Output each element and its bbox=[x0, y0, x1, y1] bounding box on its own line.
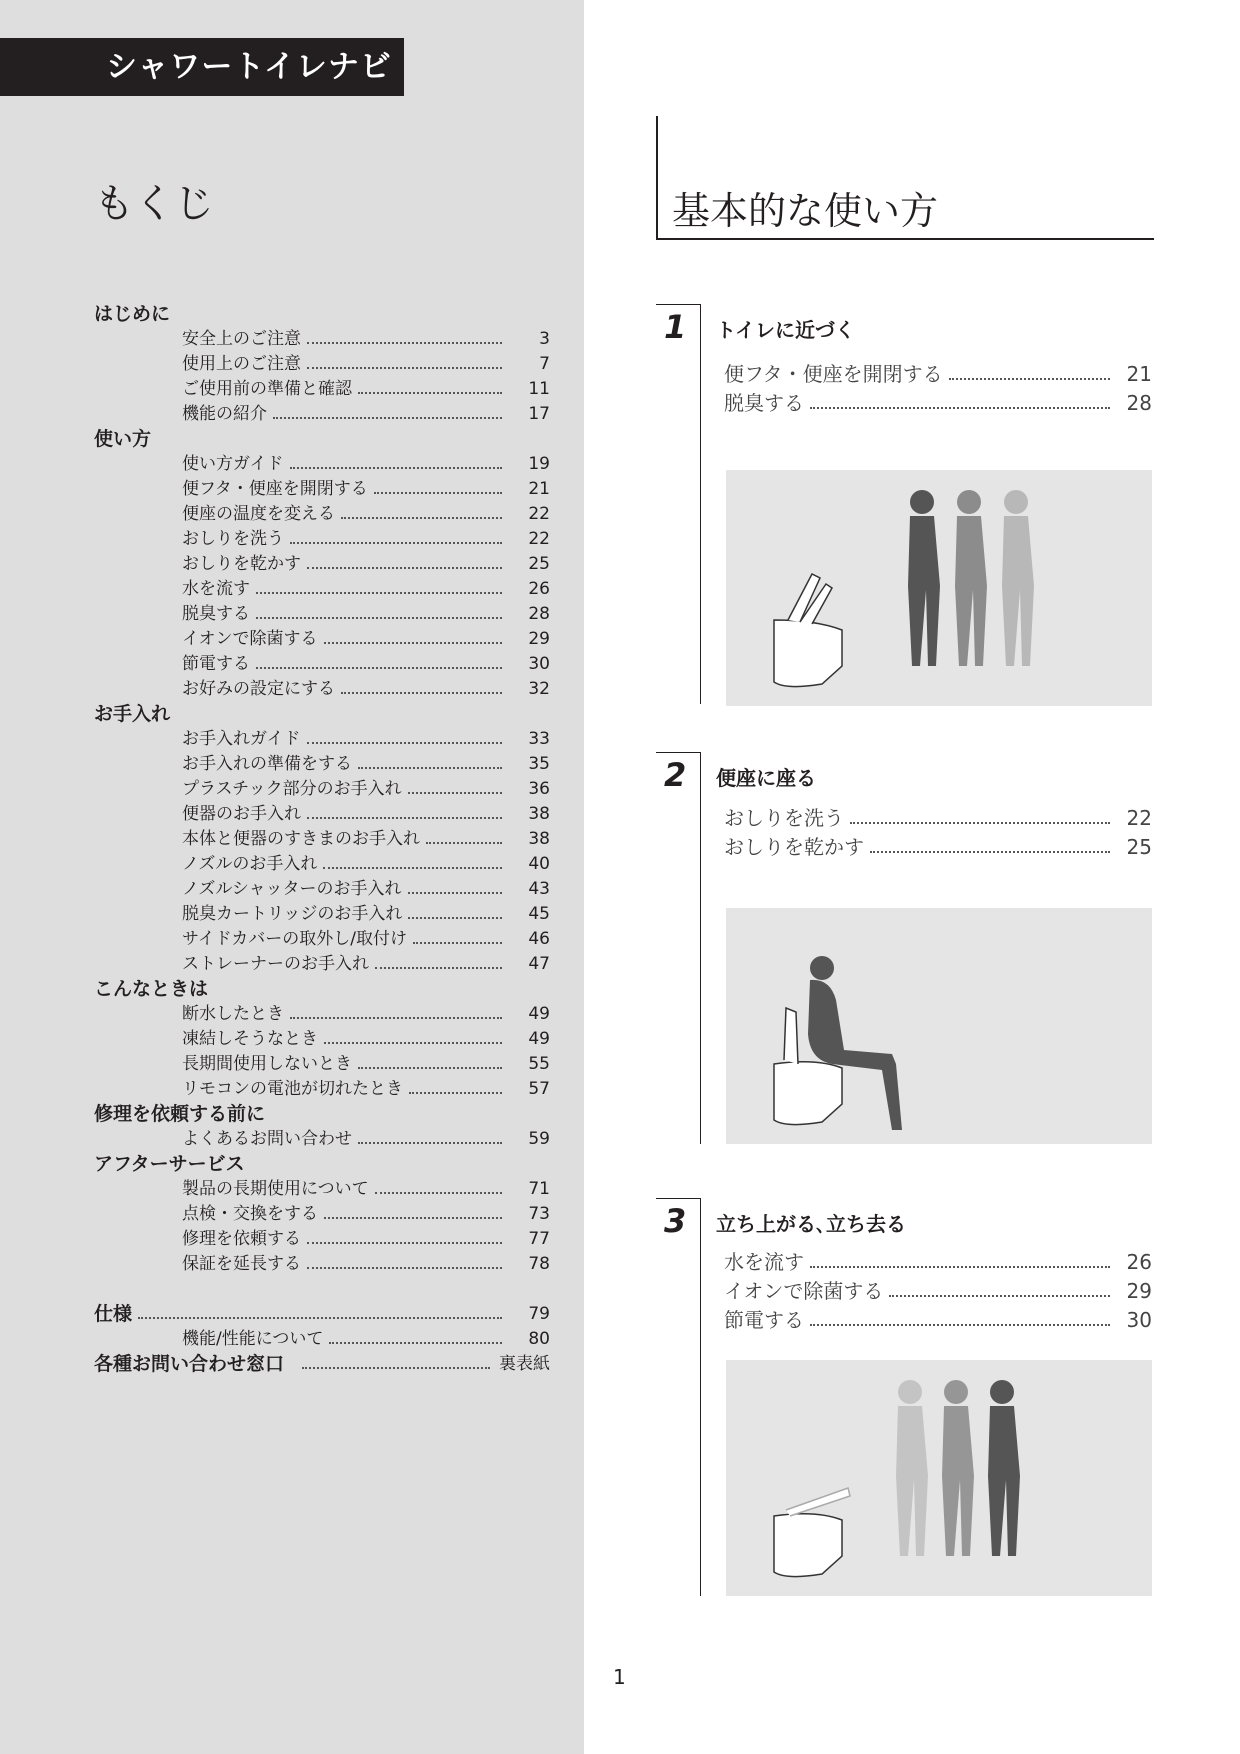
toc-entry-label: プラスチック部分のお手入れ bbox=[182, 779, 402, 799]
toc-entry-label: おしりを乾かす bbox=[182, 554, 301, 574]
leader-dots bbox=[374, 477, 502, 494]
toc-entry-page: 38 bbox=[528, 804, 550, 824]
toc-entry[interactable] bbox=[94, 677, 550, 702]
toc-entry-page: 32 bbox=[528, 679, 550, 699]
toc-entry-page: 26 bbox=[528, 579, 550, 599]
toc-entry-label: 機能の紹介 bbox=[182, 404, 267, 424]
toc-entry-label: 製品の長期使用について bbox=[182, 1179, 369, 1199]
step-2 bbox=[656, 752, 1152, 1144]
toc-entry[interactable] bbox=[94, 802, 550, 827]
leader-dots bbox=[307, 1252, 502, 1269]
toc-entry-label: 水を流す bbox=[182, 579, 250, 599]
leader-dots bbox=[375, 1177, 502, 1194]
step-link-label: 節電する bbox=[724, 1308, 804, 1332]
leader-dots bbox=[256, 577, 502, 594]
toc-entry-label: 便フタ・便座を開閉する bbox=[182, 479, 368, 499]
toc-entry-label: ノズルのお手入れ bbox=[182, 854, 318, 874]
leader-dots bbox=[256, 652, 502, 669]
toc-entry-label: 凍結しそうなとき bbox=[182, 1029, 318, 1049]
toc-entry-page: 36 bbox=[528, 779, 550, 799]
toc-entry[interactable] bbox=[94, 1077, 550, 1102]
toc-entry[interactable] bbox=[94, 1002, 550, 1027]
toc-spec-entry[interactable] bbox=[94, 1302, 550, 1327]
approach-illustration bbox=[726, 470, 1152, 706]
step-link-page: 26 bbox=[1126, 1250, 1152, 1274]
toc-entry[interactable] bbox=[94, 652, 550, 677]
toc-entry-page: 46 bbox=[528, 929, 550, 949]
toc-entry[interactable] bbox=[94, 552, 550, 577]
toc-entry-label: 長期間使用しないとき bbox=[182, 1054, 352, 1074]
toc-entry[interactable] bbox=[94, 1227, 550, 1252]
step-link-page: 22 bbox=[1126, 806, 1152, 830]
toc-entry-page: 28 bbox=[528, 604, 550, 624]
toc-entry-label: 点検・交換をする bbox=[182, 1204, 318, 1224]
toc-entry[interactable] bbox=[94, 902, 550, 927]
toc-entry-page: 45 bbox=[528, 904, 550, 924]
toc-entry-page: 71 bbox=[528, 1179, 550, 1199]
leader-dots bbox=[408, 877, 502, 894]
toc-entry[interactable] bbox=[94, 577, 550, 602]
toc-entry-label: 便器のお手入れ bbox=[182, 804, 301, 824]
toc-entry-page: 25 bbox=[528, 554, 550, 574]
step-link-label: 水を流す bbox=[724, 1250, 804, 1274]
step-link-page: 29 bbox=[1126, 1279, 1152, 1303]
toc-entry[interactable] bbox=[94, 602, 550, 627]
manual-banner: シャワートイレナビ bbox=[0, 38, 404, 96]
toc-entry-label: 本体と便器のすきまのお手入れ bbox=[182, 829, 420, 849]
toc-entry-page: 22 bbox=[528, 529, 550, 549]
toc-entry-label: おしりを洗う bbox=[182, 529, 284, 549]
step-3 bbox=[656, 1198, 1152, 1596]
toc-entry[interactable] bbox=[94, 1252, 550, 1277]
step-heading: トイレに近づく bbox=[716, 318, 855, 342]
toc-entry-label: 修理を依頼する bbox=[182, 1229, 301, 1249]
leader-dots bbox=[949, 360, 1110, 380]
leader-dots bbox=[358, 1127, 502, 1144]
leader-dots bbox=[341, 502, 502, 519]
step-rule bbox=[656, 1198, 701, 1199]
toc-entry-label: よくあるお問い合わせ bbox=[182, 1129, 352, 1149]
leader-dots bbox=[307, 352, 502, 369]
step-link[interactable] bbox=[724, 1306, 1152, 1335]
toc-entry-page: 3 bbox=[539, 329, 550, 349]
leader-dots bbox=[307, 1227, 502, 1244]
leader-dots bbox=[256, 602, 502, 619]
step-number: 3 bbox=[664, 1202, 687, 1240]
step-rule bbox=[656, 752, 701, 753]
leader-dots bbox=[358, 377, 502, 394]
toc-entry-page: 49 bbox=[528, 1029, 550, 1049]
toc-entry[interactable] bbox=[94, 877, 550, 902]
page-number: 1 bbox=[613, 1665, 626, 1689]
basic-usage-title: 基本的な使い方 bbox=[672, 189, 939, 233]
toc-entry[interactable] bbox=[94, 752, 550, 777]
step-link[interactable] bbox=[724, 389, 1152, 418]
toc-entry-label: 脱臭する bbox=[182, 604, 250, 624]
toc-entry[interactable] bbox=[94, 727, 550, 752]
step-link[interactable] bbox=[724, 1248, 1152, 1277]
step-link[interactable] bbox=[724, 833, 1152, 862]
step-number: 2 bbox=[664, 756, 687, 794]
toc-entry[interactable] bbox=[94, 1202, 550, 1227]
person-silhouette bbox=[942, 1380, 974, 1556]
step-link-page: 25 bbox=[1126, 835, 1152, 859]
step-link-label: イオンで除菌する bbox=[724, 1279, 884, 1303]
person-silhouette bbox=[908, 490, 940, 666]
leader-dots bbox=[290, 452, 503, 469]
leader-dots bbox=[302, 1352, 490, 1369]
toc-entry-label: リモコンの電池が切れたとき bbox=[182, 1079, 403, 1099]
basic-usage-header bbox=[656, 116, 1154, 240]
toc-entry-page: 33 bbox=[528, 729, 550, 749]
toc-entry-page: 47 bbox=[528, 954, 550, 974]
step-link[interactable] bbox=[724, 360, 1152, 389]
step-link-page: 30 bbox=[1126, 1308, 1152, 1332]
step-link[interactable] bbox=[724, 804, 1152, 833]
leader-dots bbox=[273, 402, 502, 419]
toc-section-heading[interactable]: 使い方 bbox=[94, 428, 152, 450]
toc-entry-page: 35 bbox=[528, 754, 550, 774]
leader-dots bbox=[409, 1077, 502, 1094]
leader-dots bbox=[138, 1302, 502, 1319]
leader-dots bbox=[810, 1248, 1110, 1268]
toc-entry[interactable] bbox=[94, 352, 550, 377]
toc-entry-page: 43 bbox=[528, 879, 550, 899]
leader-dots bbox=[307, 802, 502, 819]
toc-entry-page: 73 bbox=[528, 1204, 550, 1224]
toc-entry-label: 安全上のご注意 bbox=[182, 329, 301, 349]
person-silhouette bbox=[1002, 490, 1034, 666]
toc-entry-label: 保証を延長する bbox=[182, 1254, 301, 1274]
step-number: 1 bbox=[664, 308, 687, 346]
toc-entry[interactable] bbox=[94, 1052, 550, 1077]
step-1 bbox=[656, 304, 1152, 704]
toc-list bbox=[94, 302, 550, 1377]
toc-entry-page: 38 bbox=[528, 829, 550, 849]
toc-entry-page: 17 bbox=[528, 404, 550, 424]
leader-dots bbox=[413, 927, 502, 944]
leader-dots bbox=[810, 389, 1110, 409]
toc-entry-label: 断水したとき bbox=[182, 1004, 284, 1024]
toc-entry-page: 21 bbox=[528, 479, 550, 499]
toc-entry-label: イオンで除菌する bbox=[182, 629, 318, 649]
toc-entry-page: 7 bbox=[539, 354, 550, 374]
step-rule bbox=[700, 752, 701, 1144]
leader-dots bbox=[408, 777, 502, 794]
toc-entry[interactable] bbox=[94, 827, 550, 852]
leader-dots bbox=[408, 902, 502, 919]
step-link-label: 脱臭する bbox=[724, 391, 804, 415]
toc-entry[interactable] bbox=[94, 452, 550, 477]
step-link-label: 便フタ・便座を開閉する bbox=[724, 362, 943, 386]
toc-entry-label: 節電する bbox=[182, 654, 250, 674]
step-rule bbox=[656, 304, 701, 305]
toc-entry[interactable] bbox=[94, 402, 550, 427]
toc-entry-page: 78 bbox=[528, 1254, 550, 1274]
leader-dots bbox=[810, 1306, 1110, 1326]
toc-entry-label: 脱臭カートリッジのお手入れ bbox=[182, 904, 403, 924]
leader-dots bbox=[307, 327, 502, 344]
toc-entry-page: 40 bbox=[528, 854, 550, 874]
leader-dots bbox=[341, 677, 502, 694]
step-heading: 便座に座る bbox=[716, 766, 816, 790]
toc-entry-label: お手入れガイド bbox=[182, 729, 301, 749]
toc-entry-page: 59 bbox=[528, 1129, 550, 1149]
toilet-icon bbox=[774, 1488, 850, 1577]
toc-entry-page: 29 bbox=[528, 629, 550, 649]
toc-entry[interactable] bbox=[94, 952, 550, 977]
person-silhouette bbox=[955, 490, 987, 666]
toc-entry-label: ストレーナーのお手入れ bbox=[182, 954, 369, 974]
toc-entry-label: 機能/性能について bbox=[182, 1329, 324, 1349]
leader-dots bbox=[850, 804, 1110, 824]
sitting-illustration bbox=[726, 908, 1152, 1144]
step-link-page: 21 bbox=[1126, 362, 1152, 386]
leader-dots bbox=[426, 827, 502, 844]
toc-entry[interactable] bbox=[94, 852, 550, 877]
step-link-label: おしりを洗う bbox=[724, 806, 844, 830]
step-link-page: 28 bbox=[1126, 391, 1152, 415]
toc-entry[interactable] bbox=[94, 327, 550, 352]
step-heading: 立ち上がる､立ち去る bbox=[716, 1212, 906, 1236]
toilet-icon bbox=[774, 574, 842, 687]
leader-dots bbox=[324, 1027, 502, 1044]
toc-section-heading[interactable]: はじめに bbox=[94, 303, 171, 325]
toc-entry[interactable] bbox=[94, 377, 550, 402]
step-link-label: おしりを乾かす bbox=[724, 835, 864, 859]
toc-entry[interactable] bbox=[94, 1027, 550, 1052]
leader-dots bbox=[358, 1052, 502, 1069]
toc-entry-label: 便座の温度を変える bbox=[182, 504, 335, 524]
toc-entry-label: お手入れの準備をする bbox=[182, 754, 352, 774]
toc-entry-page: 30 bbox=[528, 654, 550, 674]
toc-section-heading[interactable]: アフターサービス bbox=[94, 1153, 245, 1175]
toc-entry-label: ご使用前の準備と確認 bbox=[182, 379, 352, 399]
toc-entry[interactable] bbox=[94, 502, 550, 527]
toc-entry-page: 77 bbox=[528, 1229, 550, 1249]
toc-entry-label: ノズルシャッターのお手入れ bbox=[182, 879, 402, 899]
leader-dots bbox=[870, 833, 1110, 853]
toc-entry[interactable] bbox=[94, 927, 550, 952]
toc-entry-page: 57 bbox=[528, 1079, 550, 1099]
toc-entry-page: 49 bbox=[528, 1004, 550, 1024]
step-rule bbox=[700, 1198, 701, 1596]
toc-section-heading: 仕様 bbox=[94, 1303, 133, 1325]
leader-dots bbox=[307, 727, 503, 744]
step-link[interactable] bbox=[724, 1277, 1152, 1306]
leaving-illustration bbox=[726, 1360, 1152, 1596]
toc-entry-page: 19 bbox=[528, 454, 550, 474]
leader-dots bbox=[307, 552, 502, 569]
toc-section-heading[interactable]: こんなときは bbox=[94, 978, 209, 1000]
leader-dots bbox=[323, 852, 502, 869]
toc-entry[interactable] bbox=[94, 1177, 550, 1202]
leader-dots bbox=[290, 527, 502, 544]
toc-entry[interactable] bbox=[94, 1127, 550, 1152]
toc-entry-label: 使い方ガイド bbox=[182, 454, 284, 474]
toc-entry[interactable] bbox=[94, 777, 550, 802]
toc-section-heading[interactable]: お手入れ bbox=[94, 703, 171, 725]
toc-contact-entry[interactable] bbox=[94, 1352, 550, 1377]
leader-dots bbox=[329, 1327, 502, 1344]
step-rule bbox=[700, 304, 701, 704]
toc-entry[interactable] bbox=[94, 1327, 550, 1352]
leader-dots bbox=[324, 1202, 502, 1219]
toc-entry-page: 裏表紙 bbox=[499, 1354, 550, 1374]
leader-dots bbox=[290, 1002, 502, 1019]
leader-dots bbox=[889, 1277, 1110, 1297]
toc-title: もくじ bbox=[94, 181, 214, 227]
toc-section-heading[interactable]: 修理を依頼する前に bbox=[94, 1103, 266, 1125]
toc-entry-page: 55 bbox=[528, 1054, 550, 1074]
toc-entry-label: 使用上のご注意 bbox=[182, 354, 301, 374]
toc-section-heading: 各種お問い合わせ窓口 bbox=[94, 1353, 285, 1375]
toc-entry-page: 80 bbox=[528, 1329, 550, 1349]
toc-entry[interactable] bbox=[94, 627, 550, 652]
toc-entry-label: お好みの設定にする bbox=[182, 679, 335, 699]
toc-entry-page: 22 bbox=[528, 504, 550, 524]
leader-dots bbox=[375, 952, 502, 969]
toc-entry[interactable] bbox=[94, 477, 550, 502]
toc-entry-page: 11 bbox=[528, 379, 550, 399]
leader-dots bbox=[358, 752, 502, 769]
person-silhouette bbox=[988, 1380, 1020, 1556]
toc-entry-label: サイドカバーの取外し/取付け bbox=[182, 929, 408, 949]
leader-dots bbox=[324, 627, 503, 644]
toc-entry-page: 79 bbox=[528, 1304, 550, 1324]
toc-entry[interactable] bbox=[94, 527, 550, 552]
person-silhouette bbox=[896, 1380, 928, 1556]
